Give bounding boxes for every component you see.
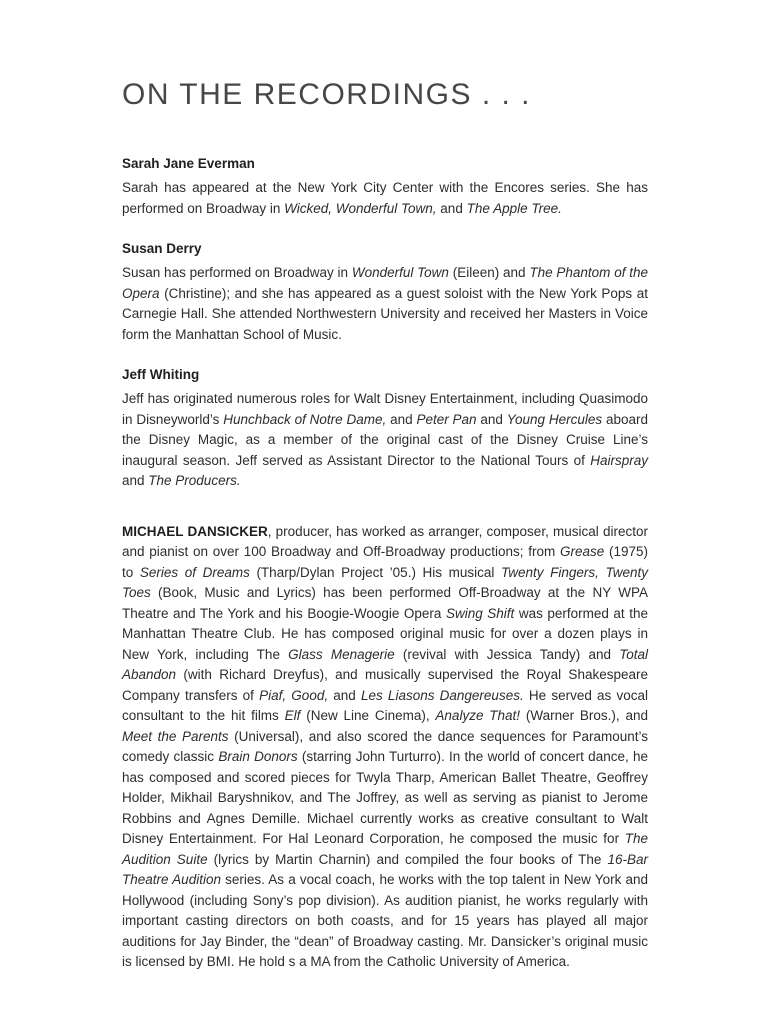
bio-section-jeff-whiting (122, 365, 648, 492)
bio-paragraph-michael-dansicker: MICHAEL DANSICKER, producer, has worked as arranger, composer, musical director and pianist on over 100 Broadway and Off-Broadway productions; from Grease (1975) to Series of Dreams (Tharp/Dylan Project ’05.) His musical Twenty Fingers, Twenty Toes (Book, Music and Lyrics) has been performed Off-Broadway at the NY WPA Theatre and The York and his Boogie-Woogie Opera Swing Shift was performed at the Manhattan Theatre Club. He has composed original music for over a dozen plays in New York, including The Glass Menagerie (revival with Jessica Tandy) and Total Abandon (with Richard Dreyfus), and musically supervised the Royal Shakespeare Company transfers of Piaf, Good, and Les Liasons Dangereuses. He served as vocal consultant to the hit films Elf (New Line Cinema), Analyze That! (Warner Bros.), and Meet the Parents (Universal), and also scored the dance sequences for Paramount’s comedy classic Brain Donors (starring John Turturro). In the world of concert dance, he has composed and scored pieces for Twyla Tharp, American Ballet Theatre, Geoffrey Holder, Mikhail Baryshnikov, and The Joffrey, as well as serving as pianist to Jerome Robbins and Agnes Demille. Michael currently works as creative consultant to Walt Disney Entertainment. For Hal Leonard Corporation, he composed the music for The Audition Suite (lyrics by Martin Charnin) and compiled the four books of The 16-Bar Theatre Audition series. As a vocal coach, he works with the top talent in New York and Hollywood (including Sony’s pop division). As audition pianist, he works regularly with important casting directors on both coasts, and for 15 years has played all major auditions for Jay Binder, the “dean” of Broadway casting. Mr. Dansicker’s original music is licensed by BMI. He hold s a MA from the Catholic University of America. (122, 523, 648, 969)
bio-section-susan-derry (122, 239, 648, 345)
bio-name-susan-derry: Susan Derry (122, 241, 202, 256)
page-title: ON THE RECORDINGS . . . (122, 78, 531, 111)
bio-paragraph-susan-derry: Susan has performed on Broadway in Wonderful Town (Eileen) and The Phantom of the Opera (Christine); and she has appeared as a guest soloist with the New York Pops at Carnegie Hall. She attended Northwestern University and received her Masters in Voice form the Manhattan School of Music. (122, 265, 648, 342)
bio-name-sarah-jane-everman: Sarah Jane Everman (122, 156, 255, 171)
bio-section-sarah-jane-everman (122, 154, 648, 219)
bio-paragraph-sarah-jane-everman: Sarah has appeared at the New York City Center with the Encores series. She has performed on Broadway in Wicked, Wonderful Town, and The Apple Tree. (122, 180, 648, 216)
bio-section-michael-dansicker (122, 522, 648, 973)
bio-paragraph-jeff-whiting: Jeff has originated numerous roles for Walt Disney Entertainment, including Quasimodo in Disneyworld’s Hunchback of Notre Dame, and Peter Pan and Young Hercules aboard the Disney Magic, as a member of the original cast of the Disney Cruise Line’s inaugural season. Jeff served as Assistant Director to the National Tours of Hairspray and The Producers. (122, 391, 649, 488)
page-content (122, 78, 648, 993)
bio-name-jeff-whiting: Jeff Whiting (122, 367, 200, 382)
